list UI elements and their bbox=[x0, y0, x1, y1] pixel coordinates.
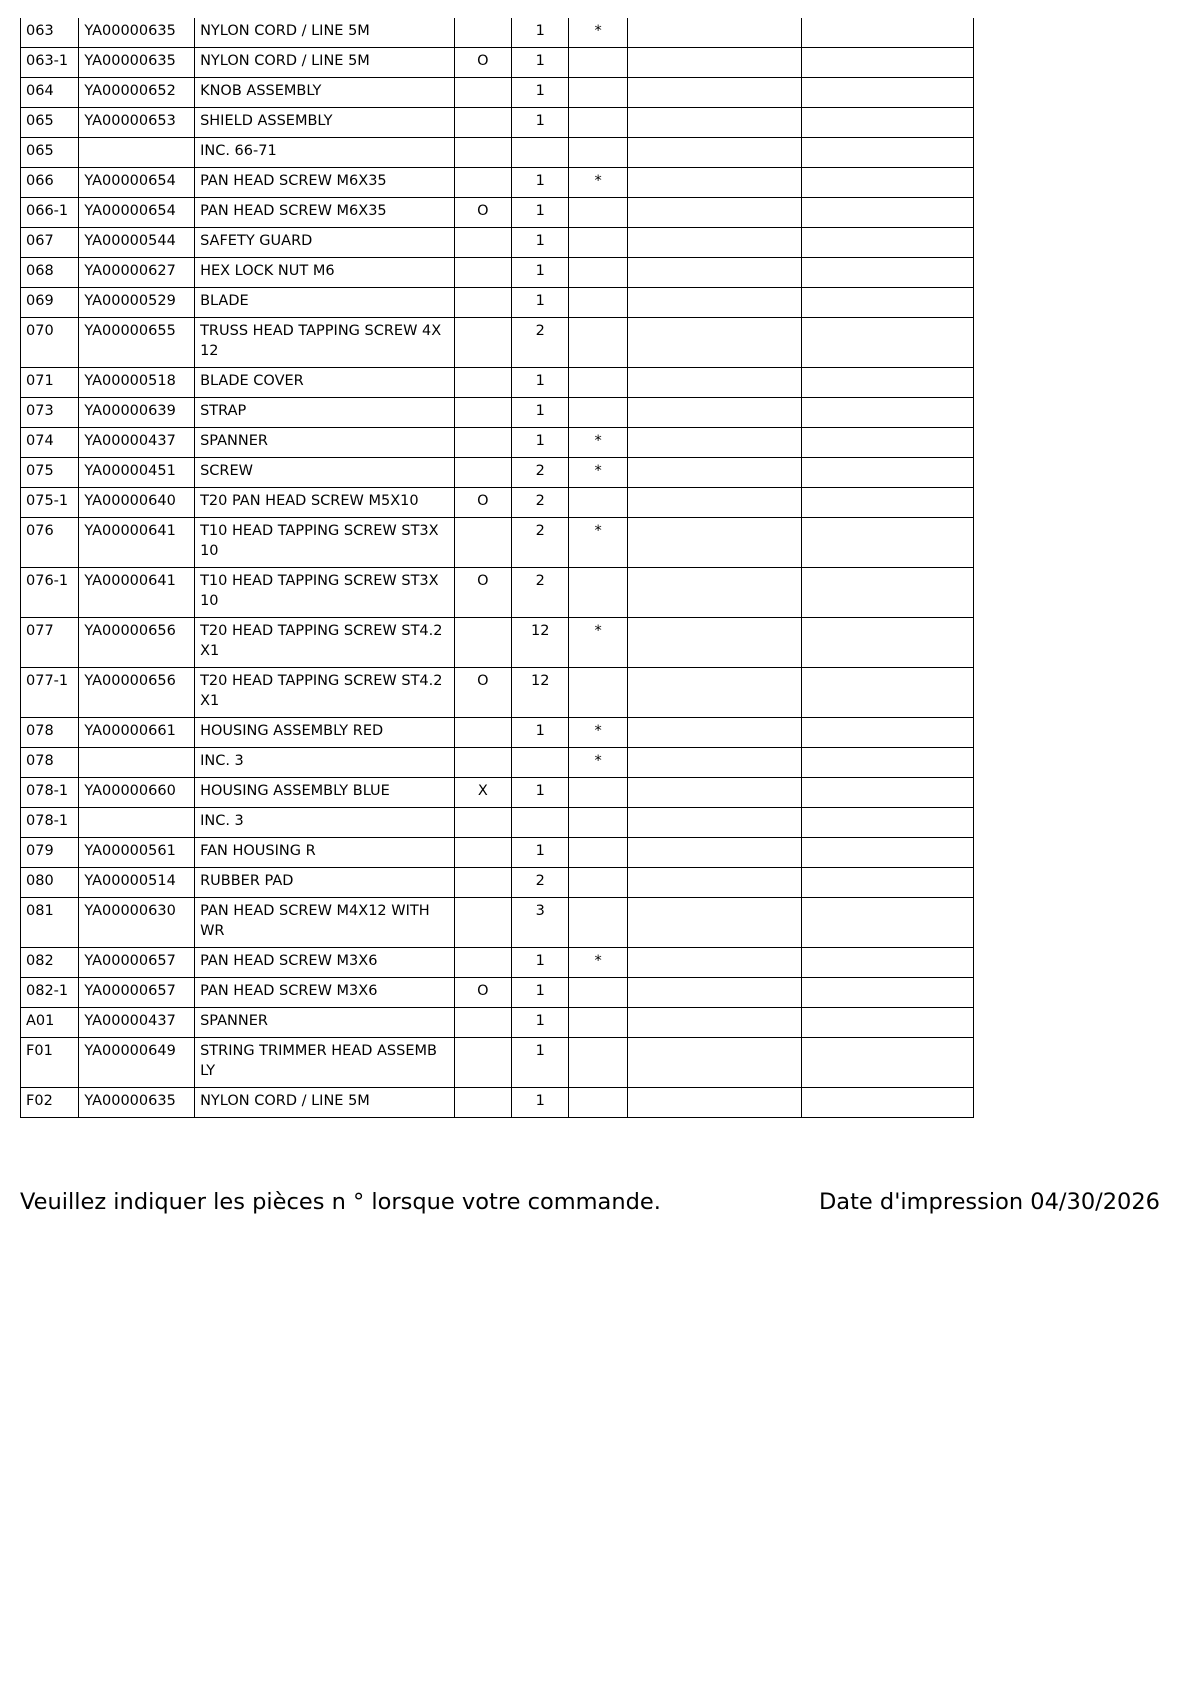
quantity-cell: 3 bbox=[512, 898, 569, 948]
empty-cell bbox=[627, 748, 801, 778]
description-cell: INC. 66-71 bbox=[195, 138, 455, 168]
part-number-cell: YA00000649 bbox=[79, 1038, 195, 1088]
table-row bbox=[21, 108, 974, 138]
item-number-cell: 063 bbox=[21, 18, 79, 48]
empty-cell bbox=[627, 18, 801, 48]
part-number-cell: YA00000561 bbox=[79, 838, 195, 868]
table-row bbox=[21, 168, 974, 198]
quantity-cell: 1 bbox=[512, 778, 569, 808]
empty-cell bbox=[627, 568, 801, 618]
parts-table-body bbox=[21, 18, 974, 1118]
table-row bbox=[21, 898, 974, 948]
item-number-cell: 081 bbox=[21, 898, 79, 948]
mark-cell bbox=[569, 978, 627, 1008]
empty-cell bbox=[801, 668, 973, 718]
empty-cell bbox=[801, 838, 973, 868]
option-flag-cell: O bbox=[454, 488, 511, 518]
part-number-cell: YA00000657 bbox=[79, 978, 195, 1008]
option-flag-cell bbox=[454, 428, 511, 458]
table-row bbox=[21, 1088, 974, 1118]
mark-cell: * bbox=[569, 748, 627, 778]
mark-cell bbox=[569, 368, 627, 398]
table-row bbox=[21, 428, 974, 458]
description-cell: T10 HEAD TAPPING SCREW ST3X 10 bbox=[195, 568, 455, 618]
table-row bbox=[21, 718, 974, 748]
quantity-cell: 1 bbox=[512, 368, 569, 398]
quantity-cell: 2 bbox=[512, 518, 569, 568]
empty-cell bbox=[627, 808, 801, 838]
mark-cell: * bbox=[569, 168, 627, 198]
option-flag-cell bbox=[454, 898, 511, 948]
quantity-cell: 1 bbox=[512, 398, 569, 428]
option-flag-cell bbox=[454, 458, 511, 488]
option-flag-cell: X bbox=[454, 778, 511, 808]
empty-cell bbox=[627, 978, 801, 1008]
option-flag-cell bbox=[454, 318, 511, 368]
empty-cell bbox=[801, 1008, 973, 1038]
option-flag-cell bbox=[454, 108, 511, 138]
empty-cell bbox=[627, 258, 801, 288]
mark-cell bbox=[569, 198, 627, 228]
mark-cell bbox=[569, 1088, 627, 1118]
quantity-cell: 1 bbox=[512, 108, 569, 138]
empty-cell bbox=[627, 948, 801, 978]
part-number-cell: YA00000635 bbox=[79, 1088, 195, 1118]
print-date: Date d'impression 04/30/2026 bbox=[818, 1189, 1160, 1215]
item-number-cell: 082 bbox=[21, 948, 79, 978]
mark-cell: * bbox=[569, 618, 627, 668]
item-number-cell: 070 bbox=[21, 318, 79, 368]
item-number-cell: F01 bbox=[21, 1038, 79, 1088]
empty-cell bbox=[801, 1038, 973, 1088]
empty-cell bbox=[627, 898, 801, 948]
empty-cell bbox=[801, 368, 973, 398]
part-number-cell: YA00000654 bbox=[79, 168, 195, 198]
empty-cell bbox=[627, 668, 801, 718]
item-number-cell: 078-1 bbox=[21, 808, 79, 838]
empty-cell bbox=[627, 428, 801, 458]
description-cell: SPANNER bbox=[195, 1008, 455, 1038]
part-number-cell: YA00000652 bbox=[79, 78, 195, 108]
option-flag-cell bbox=[454, 1008, 511, 1038]
option-flag-cell: O bbox=[454, 568, 511, 618]
mark-cell bbox=[569, 568, 627, 618]
option-flag-cell bbox=[454, 808, 511, 838]
item-number-cell: 066 bbox=[21, 168, 79, 198]
item-number-cell: 075 bbox=[21, 458, 79, 488]
description-cell: SAFETY GUARD bbox=[195, 228, 455, 258]
part-number-cell: YA00000641 bbox=[79, 568, 195, 618]
mark-cell bbox=[569, 78, 627, 108]
item-number-cell: 077-1 bbox=[21, 668, 79, 718]
description-cell: HOUSING ASSEMBLY BLUE bbox=[195, 778, 455, 808]
mark-cell bbox=[569, 1038, 627, 1088]
description-cell: PAN HEAD SCREW M3X6 bbox=[195, 948, 455, 978]
mark-cell bbox=[569, 778, 627, 808]
option-flag-cell bbox=[454, 618, 511, 668]
empty-cell bbox=[801, 428, 973, 458]
option-flag-cell bbox=[454, 838, 511, 868]
description-cell: PAN HEAD SCREW M3X6 bbox=[195, 978, 455, 1008]
mark-cell bbox=[569, 1008, 627, 1038]
empty-cell bbox=[801, 138, 973, 168]
option-flag-cell bbox=[454, 398, 511, 428]
item-number-cell: 079 bbox=[21, 838, 79, 868]
empty-cell bbox=[801, 488, 973, 518]
table-row bbox=[21, 808, 974, 838]
mark-cell bbox=[569, 228, 627, 258]
empty-cell bbox=[627, 868, 801, 898]
item-number-cell: 082-1 bbox=[21, 978, 79, 1008]
description-cell: NYLON CORD / LINE 5M bbox=[195, 18, 455, 48]
item-number-cell: 077 bbox=[21, 618, 79, 668]
table-row bbox=[21, 568, 974, 618]
description-cell: KNOB ASSEMBLY bbox=[195, 78, 455, 108]
part-number-cell bbox=[79, 138, 195, 168]
empty-cell bbox=[801, 778, 973, 808]
quantity-cell: 12 bbox=[512, 618, 569, 668]
quantity-cell: 2 bbox=[512, 318, 569, 368]
option-flag-cell bbox=[454, 518, 511, 568]
quantity-cell: 1 bbox=[512, 838, 569, 868]
option-flag-cell bbox=[454, 288, 511, 318]
table-row bbox=[21, 778, 974, 808]
description-cell: HOUSING ASSEMBLY RED bbox=[195, 718, 455, 748]
table-row bbox=[21, 488, 974, 518]
empty-cell bbox=[801, 1088, 973, 1118]
part-number-cell: YA00000437 bbox=[79, 428, 195, 458]
option-flag-cell bbox=[454, 868, 511, 898]
option-flag-cell bbox=[454, 228, 511, 258]
empty-cell bbox=[627, 618, 801, 668]
quantity-cell: 1 bbox=[512, 428, 569, 458]
mark-cell bbox=[569, 288, 627, 318]
part-number-cell: YA00000518 bbox=[79, 368, 195, 398]
empty-cell bbox=[801, 398, 973, 428]
item-number-cell: 080 bbox=[21, 868, 79, 898]
empty-cell bbox=[801, 808, 973, 838]
item-number-cell: 078-1 bbox=[21, 778, 79, 808]
quantity-cell: 2 bbox=[512, 488, 569, 518]
empty-cell bbox=[627, 1008, 801, 1038]
part-number-cell: YA00000653 bbox=[79, 108, 195, 138]
part-number-cell: YA00000656 bbox=[79, 668, 195, 718]
table-row bbox=[21, 948, 974, 978]
quantity-cell: 1 bbox=[512, 288, 569, 318]
empty-cell bbox=[627, 368, 801, 398]
option-flag-cell bbox=[454, 948, 511, 978]
table-row bbox=[21, 368, 974, 398]
parts-table bbox=[20, 18, 974, 1118]
mark-cell bbox=[569, 258, 627, 288]
mark-cell: * bbox=[569, 428, 627, 458]
mark-cell: * bbox=[569, 518, 627, 568]
mark-cell: * bbox=[569, 18, 627, 48]
part-number-cell: YA00000635 bbox=[79, 18, 195, 48]
description-cell: T20 PAN HEAD SCREW M5X10 bbox=[195, 488, 455, 518]
part-number-cell: YA00000451 bbox=[79, 458, 195, 488]
item-number-cell: 071 bbox=[21, 368, 79, 398]
table-row bbox=[21, 748, 974, 778]
quantity-cell: 1 bbox=[512, 198, 569, 228]
mark-cell: * bbox=[569, 718, 627, 748]
option-flag-cell bbox=[454, 258, 511, 288]
quantity-cell: 1 bbox=[512, 78, 569, 108]
item-number-cell: 078 bbox=[21, 718, 79, 748]
table-row bbox=[21, 258, 974, 288]
item-number-cell: F02 bbox=[21, 1088, 79, 1118]
quantity-cell: 1 bbox=[512, 168, 569, 198]
description-cell: RUBBER PAD bbox=[195, 868, 455, 898]
part-number-cell: YA00000655 bbox=[79, 318, 195, 368]
empty-cell bbox=[627, 108, 801, 138]
item-number-cell: 065 bbox=[21, 108, 79, 138]
mark-cell: * bbox=[569, 948, 627, 978]
description-cell: SHIELD ASSEMBLY bbox=[195, 108, 455, 138]
part-number-cell: YA00000630 bbox=[79, 898, 195, 948]
mark-cell bbox=[569, 398, 627, 428]
option-flag-cell bbox=[454, 1088, 511, 1118]
empty-cell bbox=[627, 78, 801, 108]
table-row bbox=[21, 618, 974, 668]
item-number-cell: 073 bbox=[21, 398, 79, 428]
table-row bbox=[21, 1038, 974, 1088]
quantity-cell: 1 bbox=[512, 718, 569, 748]
quantity-cell: 1 bbox=[512, 1038, 569, 1088]
quantity-cell: 1 bbox=[512, 228, 569, 258]
table-row bbox=[21, 288, 974, 318]
part-number-cell: YA00000635 bbox=[79, 48, 195, 78]
mark-cell bbox=[569, 668, 627, 718]
empty-cell bbox=[801, 568, 973, 618]
description-cell: NYLON CORD / LINE 5M bbox=[195, 1088, 455, 1118]
part-number-cell: YA00000514 bbox=[79, 868, 195, 898]
empty-cell bbox=[627, 838, 801, 868]
empty-cell bbox=[801, 978, 973, 1008]
empty-cell bbox=[627, 198, 801, 228]
quantity-cell: 2 bbox=[512, 458, 569, 488]
empty-cell bbox=[801, 18, 973, 48]
item-number-cell: 064 bbox=[21, 78, 79, 108]
table-row bbox=[21, 48, 974, 78]
part-number-cell: YA00000656 bbox=[79, 618, 195, 668]
table-row bbox=[21, 78, 974, 108]
empty-cell bbox=[801, 868, 973, 898]
quantity-cell: 1 bbox=[512, 948, 569, 978]
table-row bbox=[21, 978, 974, 1008]
part-number-cell bbox=[79, 808, 195, 838]
empty-cell bbox=[801, 458, 973, 488]
item-number-cell: 075-1 bbox=[21, 488, 79, 518]
empty-cell bbox=[801, 948, 973, 978]
description-cell: T10 HEAD TAPPING SCREW ST3X 10 bbox=[195, 518, 455, 568]
option-flag-cell bbox=[454, 718, 511, 748]
option-flag-cell: O bbox=[454, 48, 511, 78]
empty-cell bbox=[801, 48, 973, 78]
empty-cell bbox=[627, 168, 801, 198]
quantity-cell: 1 bbox=[512, 48, 569, 78]
description-cell: FAN HOUSING R bbox=[195, 838, 455, 868]
option-flag-cell bbox=[454, 138, 511, 168]
description-cell: T20 HEAD TAPPING SCREW ST4.2 X1 bbox=[195, 618, 455, 668]
option-flag-cell: O bbox=[454, 978, 511, 1008]
description-cell: INC. 3 bbox=[195, 748, 455, 778]
empty-cell bbox=[627, 718, 801, 748]
empty-cell bbox=[801, 898, 973, 948]
quantity-cell: 1 bbox=[512, 1008, 569, 1038]
empty-cell bbox=[627, 778, 801, 808]
table-row bbox=[21, 518, 974, 568]
empty-cell bbox=[801, 618, 973, 668]
empty-cell bbox=[627, 1088, 801, 1118]
description-cell: NYLON CORD / LINE 5M bbox=[195, 48, 455, 78]
part-number-cell: YA00000661 bbox=[79, 718, 195, 748]
item-number-cell: 063-1 bbox=[21, 48, 79, 78]
description-cell: SPANNER bbox=[195, 428, 455, 458]
empty-cell bbox=[627, 1038, 801, 1088]
item-number-cell: 066-1 bbox=[21, 198, 79, 228]
part-number-cell: YA00000654 bbox=[79, 198, 195, 228]
empty-cell bbox=[801, 108, 973, 138]
table-row bbox=[21, 868, 974, 898]
quantity-cell: 2 bbox=[512, 568, 569, 618]
empty-cell bbox=[801, 78, 973, 108]
empty-cell bbox=[801, 518, 973, 568]
item-number-cell: 067 bbox=[21, 228, 79, 258]
description-cell: BLADE bbox=[195, 288, 455, 318]
option-flag-cell: O bbox=[454, 198, 511, 228]
empty-cell bbox=[801, 718, 973, 748]
option-flag-cell bbox=[454, 748, 511, 778]
table-row bbox=[21, 18, 974, 48]
empty-cell bbox=[627, 518, 801, 568]
item-number-cell: 074 bbox=[21, 428, 79, 458]
empty-cell bbox=[627, 488, 801, 518]
empty-cell bbox=[627, 398, 801, 428]
table-row bbox=[21, 398, 974, 428]
quantity-cell bbox=[512, 808, 569, 838]
part-number-cell: YA00000529 bbox=[79, 288, 195, 318]
empty-cell bbox=[627, 288, 801, 318]
table-row bbox=[21, 1008, 974, 1038]
description-cell: INC. 3 bbox=[195, 808, 455, 838]
mark-cell bbox=[569, 108, 627, 138]
option-flag-cell bbox=[454, 78, 511, 108]
order-instruction-note: Veuillez indiquer les pièces n ° lorsque votre commande. bbox=[20, 1189, 661, 1215]
table-row bbox=[21, 458, 974, 488]
mark-cell bbox=[569, 868, 627, 898]
item-number-cell: 078 bbox=[21, 748, 79, 778]
part-number-cell: YA00000657 bbox=[79, 948, 195, 978]
description-cell: STRAP bbox=[195, 398, 455, 428]
part-number-cell: YA00000544 bbox=[79, 228, 195, 258]
mark-cell bbox=[569, 808, 627, 838]
empty-cell bbox=[801, 288, 973, 318]
mark-cell bbox=[569, 488, 627, 518]
empty-cell bbox=[627, 138, 801, 168]
description-cell: STRING TRIMMER HEAD ASSEMB LY bbox=[195, 1038, 455, 1088]
empty-cell bbox=[627, 318, 801, 368]
mark-cell bbox=[569, 898, 627, 948]
item-number-cell: 076 bbox=[21, 518, 79, 568]
empty-cell bbox=[801, 198, 973, 228]
item-number-cell: 076-1 bbox=[21, 568, 79, 618]
quantity-cell: 12 bbox=[512, 668, 569, 718]
quantity-cell: 1 bbox=[512, 1088, 569, 1118]
part-number-cell: YA00000641 bbox=[79, 518, 195, 568]
description-cell: PAN HEAD SCREW M6X35 bbox=[195, 198, 455, 228]
item-number-cell: A01 bbox=[21, 1008, 79, 1038]
empty-cell bbox=[801, 168, 973, 198]
table-row bbox=[21, 838, 974, 868]
table-row bbox=[21, 668, 974, 718]
quantity-cell: 2 bbox=[512, 868, 569, 898]
empty-cell bbox=[801, 318, 973, 368]
description-cell: SCREW bbox=[195, 458, 455, 488]
mark-cell bbox=[569, 138, 627, 168]
table-row bbox=[21, 198, 974, 228]
quantity-cell bbox=[512, 138, 569, 168]
option-flag-cell bbox=[454, 1038, 511, 1088]
table-row bbox=[21, 138, 974, 168]
empty-cell bbox=[801, 228, 973, 258]
description-cell: PAN HEAD SCREW M6X35 bbox=[195, 168, 455, 198]
quantity-cell: 1 bbox=[512, 978, 569, 1008]
option-flag-cell: O bbox=[454, 668, 511, 718]
option-flag-cell bbox=[454, 18, 511, 48]
part-number-cell bbox=[79, 748, 195, 778]
table-row bbox=[21, 228, 974, 258]
item-number-cell: 068 bbox=[21, 258, 79, 288]
table-row bbox=[21, 318, 974, 368]
description-cell: TRUSS HEAD TAPPING SCREW 4X 12 bbox=[195, 318, 455, 368]
mark-cell: * bbox=[569, 458, 627, 488]
description-cell: BLADE COVER bbox=[195, 368, 455, 398]
part-number-cell: YA00000627 bbox=[79, 258, 195, 288]
mark-cell bbox=[569, 838, 627, 868]
option-flag-cell bbox=[454, 168, 511, 198]
description-cell: PAN HEAD SCREW M4X12 WITH WR bbox=[195, 898, 455, 948]
part-number-cell: YA00000660 bbox=[79, 778, 195, 808]
quantity-cell: 1 bbox=[512, 18, 569, 48]
item-number-cell: 069 bbox=[21, 288, 79, 318]
empty-cell bbox=[801, 748, 973, 778]
mark-cell bbox=[569, 318, 627, 368]
part-number-cell: YA00000639 bbox=[79, 398, 195, 428]
mark-cell bbox=[569, 48, 627, 78]
item-number-cell: 065 bbox=[21, 138, 79, 168]
part-number-cell: YA00000640 bbox=[79, 488, 195, 518]
part-number-cell: YA00000437 bbox=[79, 1008, 195, 1038]
description-cell: HEX LOCK NUT M6 bbox=[195, 258, 455, 288]
quantity-cell: 1 bbox=[512, 258, 569, 288]
empty-cell bbox=[627, 458, 801, 488]
option-flag-cell bbox=[454, 368, 511, 398]
empty-cell bbox=[627, 228, 801, 258]
empty-cell bbox=[801, 258, 973, 288]
description-cell: T20 HEAD TAPPING SCREW ST4.2 X1 bbox=[195, 668, 455, 718]
empty-cell bbox=[627, 48, 801, 78]
quantity-cell bbox=[512, 748, 569, 778]
